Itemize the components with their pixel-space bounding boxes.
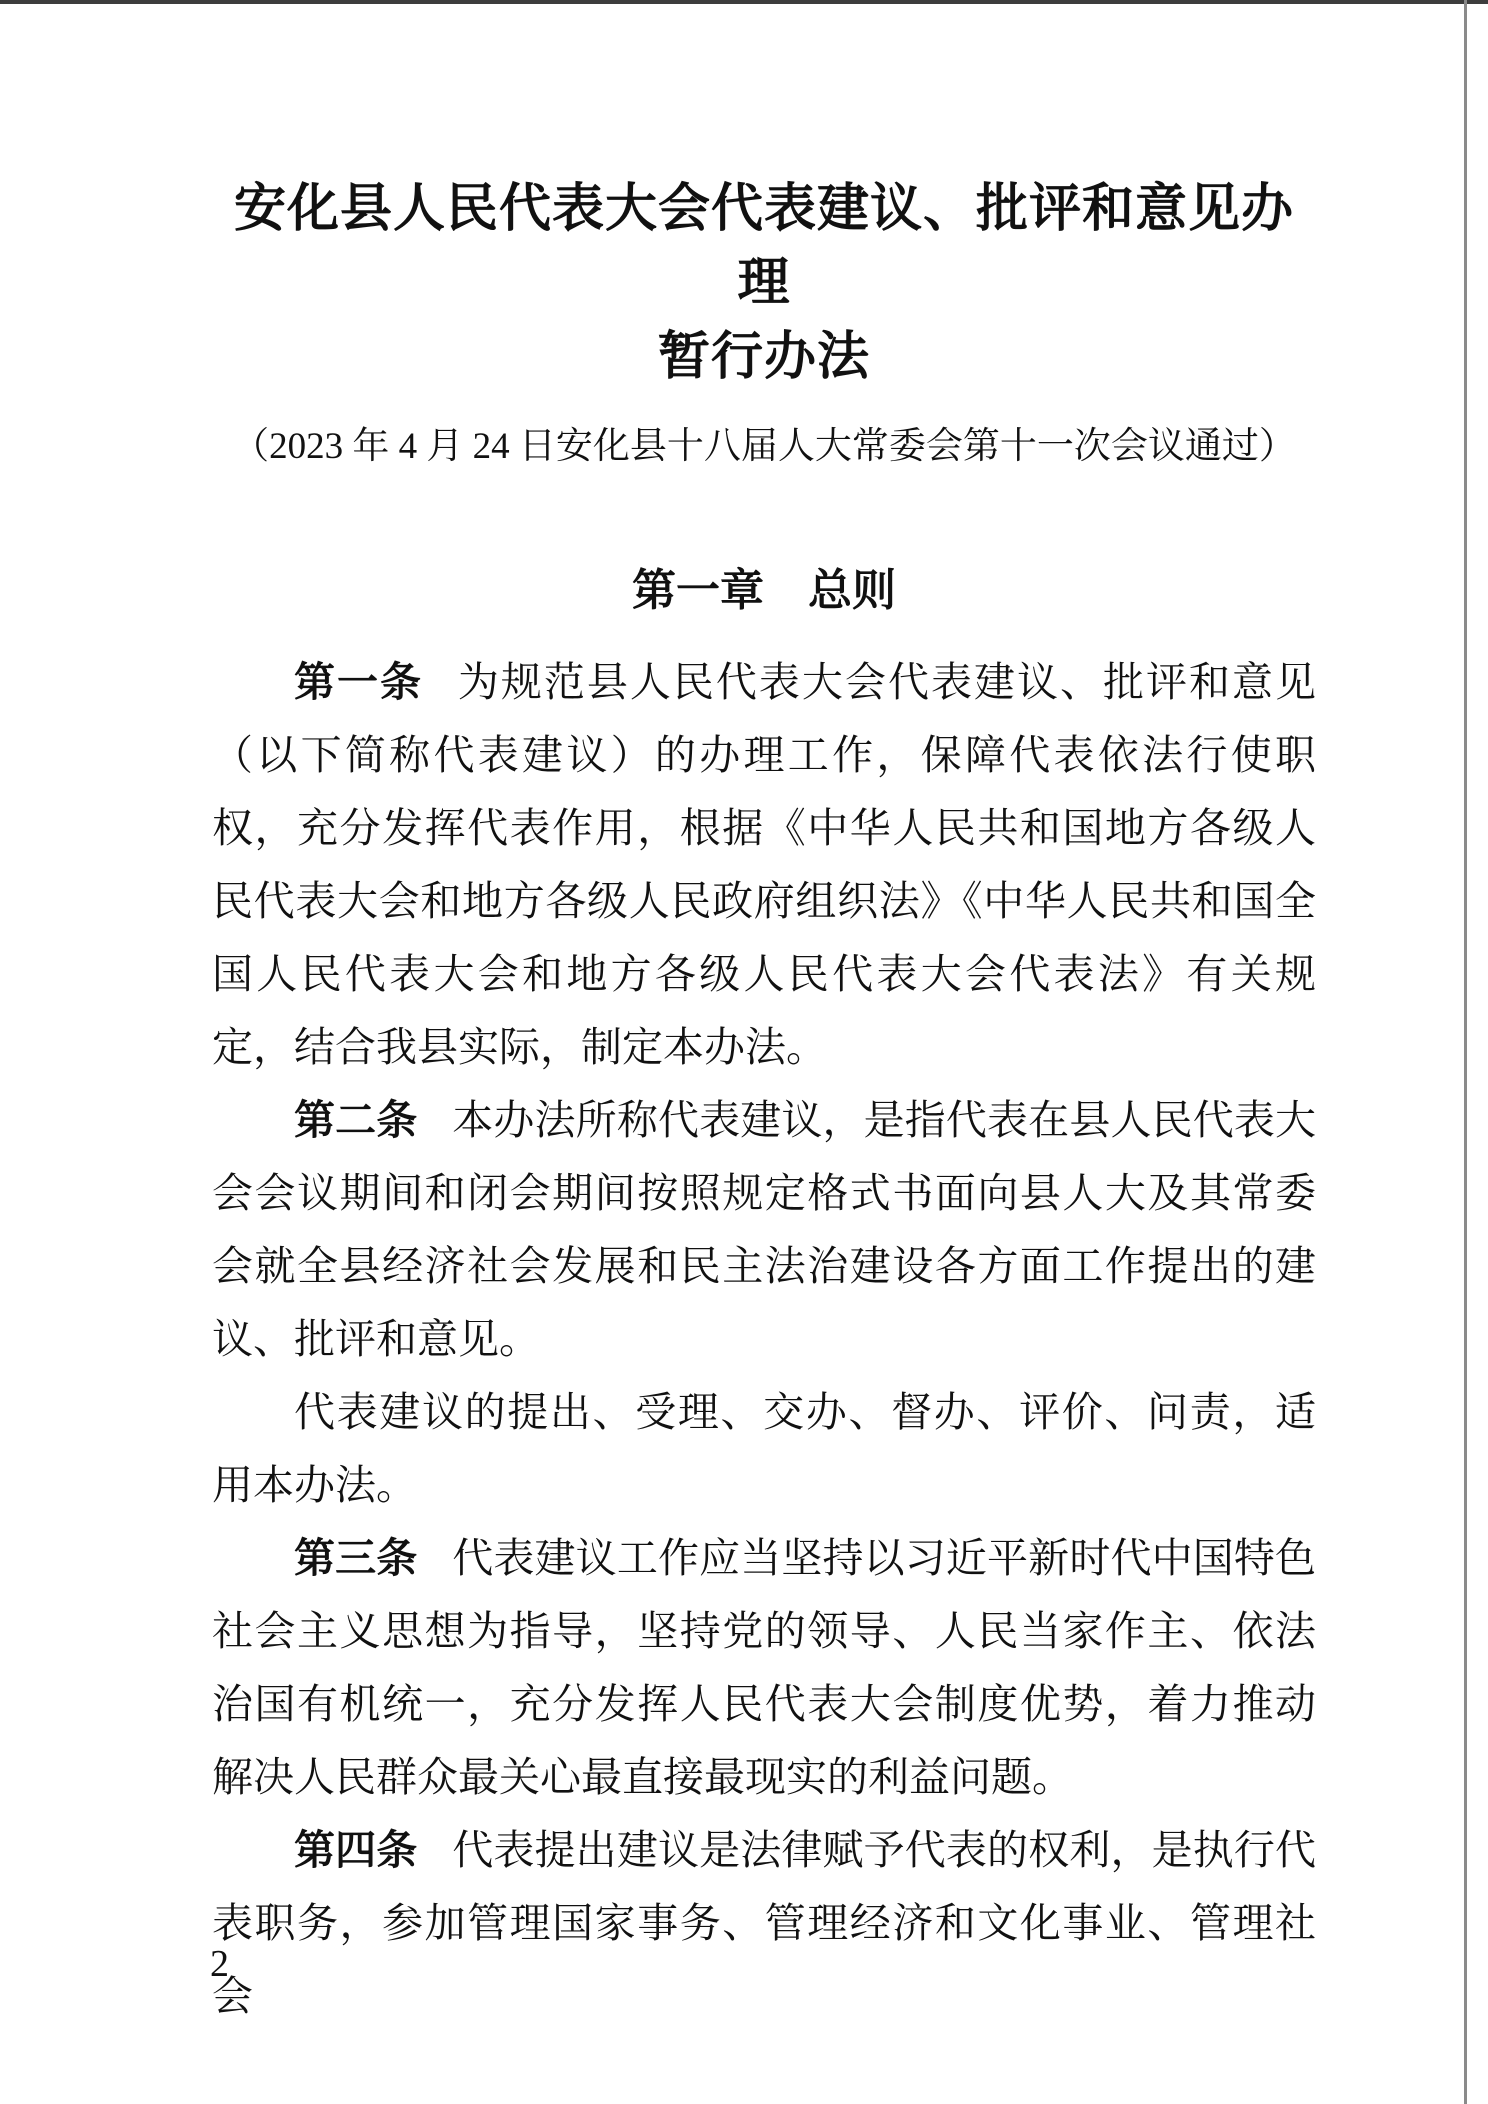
scan-right-edge-line <box>1464 0 1467 2104</box>
article-number: 第三条 <box>294 1535 418 1581</box>
page-number: 2 <box>210 1943 229 1985</box>
article-number: 第二条 <box>294 1097 418 1143</box>
document-title <box>212 172 1316 394</box>
chapter-heading: 第一章 总则 <box>632 566 896 615</box>
body-paragraph: 第四条 代表提出建议是法律赋予代表的权利，是执行代表职务，参加管理国家事务、管理经济和文化事业、管理社会 <box>212 1827 1317 2019</box>
document-title-line2: 暂行办法 <box>657 328 870 386</box>
body-paragraph: 第二条 本办法所称代表建议，是指代表在县人民代表大会会议期间和闭会期间按照规定格式书面向县人大及其常委会就全县经济社会发展和民主法治建设各方面工作提出的建议、批评和意见。 <box>212 1097 1317 1362</box>
document-content <box>212 0 1316 2033</box>
body-paragraph: 代表建议的提出、受理、交办、督办、评价、问责，适用本办法。 <box>212 1389 1316 1508</box>
document-title-line1: 安化县人民代表大会代表建议、批评和意见办理 <box>233 180 1294 312</box>
adoption-note: （2023 年 4 月 24 日安化县十八届人大常委会第十一次会议通过） <box>232 426 1296 467</box>
article-number: 第一条 <box>294 659 424 705</box>
document-body <box>212 646 1316 2033</box>
body-paragraph: 第三条 代表建议工作应当坚持以习近平新时代中国特色社会主义思想为指导，坚持党的领导、人民当家作主、依法治国有机统一，充分发挥人民代表大会制度优势，着力推动解决人民群众最关心最直接最现实的利益问题。 <box>212 1535 1317 1800</box>
article-number: 第四条 <box>294 1827 418 1873</box>
body-paragraph: 第一条 为规范县人民代表大会代表建议、批评和意见（以下简称代表建议）的办理工作，保障代表依法行使职权，充分发挥代表作用，根据《中华人民共和国地方各级人民代表大会和地方各级人民政府组织法》《中华人民共和国全国人民代表大会和地方各级人民代表大会代表法》有关规定，结合我县实际，制定本办法。 <box>212 659 1317 1070</box>
